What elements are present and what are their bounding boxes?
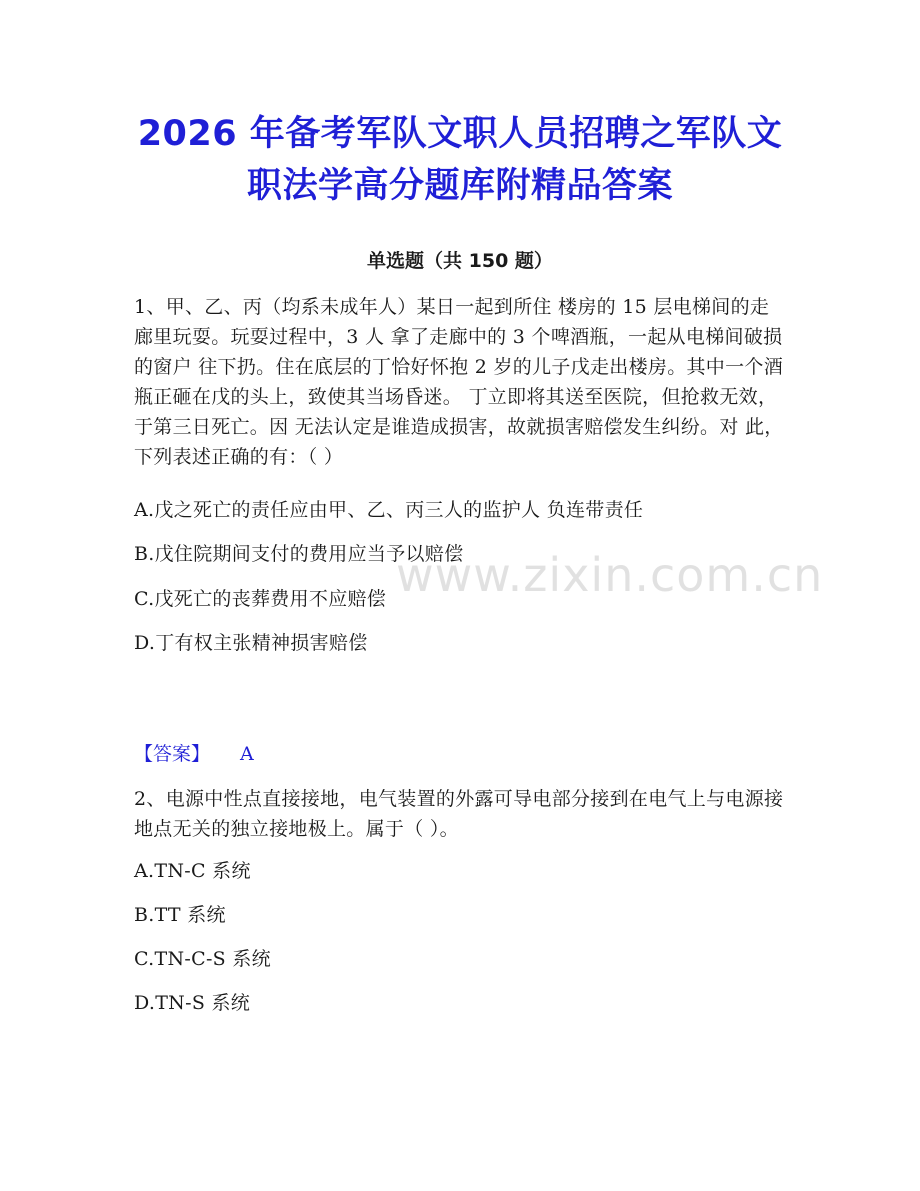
- title-line-1: 2026 年备考军队文职人员招聘之军队文: [137, 114, 783, 154]
- title-line-2: 职法学高分题库附精品答案: [246, 166, 673, 206]
- question-1-option-d: D.丁有权主张精神损害赔偿: [134, 632, 368, 654]
- question-1-option-b: B.戊住院期间支付的费用应当予以赔偿: [134, 543, 464, 565]
- question-2-option-a: A.TN-C 系统: [134, 860, 251, 882]
- answer-label: 【答案】: [134, 743, 211, 765]
- document-title: [80, 108, 840, 212]
- question-2-option-c: C.TN-C-S 系统: [134, 948, 271, 970]
- question-2-text: 2、电源中性点直接接地，电气装置的外露可导电部分接到在电气上与电源接地点无关的独立接地极上。属于（ ）。: [134, 788, 784, 840]
- question-1-option-c: C.戊死亡的丧葬费用不应赔偿: [134, 588, 387, 610]
- question-1-answer: [134, 740, 254, 768]
- question-1-text: 1、甲、乙、丙（均系未成年人）某日一起到所住 楼房的 15 层电梯间的走廊里玩耍。玩耍过程中，3 人 拿了走廊中的 3 个啤酒瓶，一起从电梯间破损的窗户 往下扔。住在底层的丁恰好怀抱 2 岁的儿子戊走出楼房。其中一个酒瓶正砸在戊的头上，致使其当场昏迷。 丁立即将其送至医院，但抢救无效，于第三日死亡。因 无法认定是谁造成损害，故就损害赔偿发生纠纷。对 此，下列表述正确的有：（ ）: [134, 296, 784, 468]
- answer-value: A: [240, 743, 254, 765]
- section-heading: 单选题（共 150 题）: [367, 250, 553, 272]
- question-1-option-a: A.戊之死亡的责任应由甲、乙、丙三人的监护人 负连带责任: [134, 499, 644, 521]
- question-2-option-d: D.TN-S 系统: [134, 992, 251, 1014]
- watermark: www.zixin.com.cn: [396, 548, 824, 602]
- question-2-option-b: B.TT 系统: [134, 904, 226, 926]
